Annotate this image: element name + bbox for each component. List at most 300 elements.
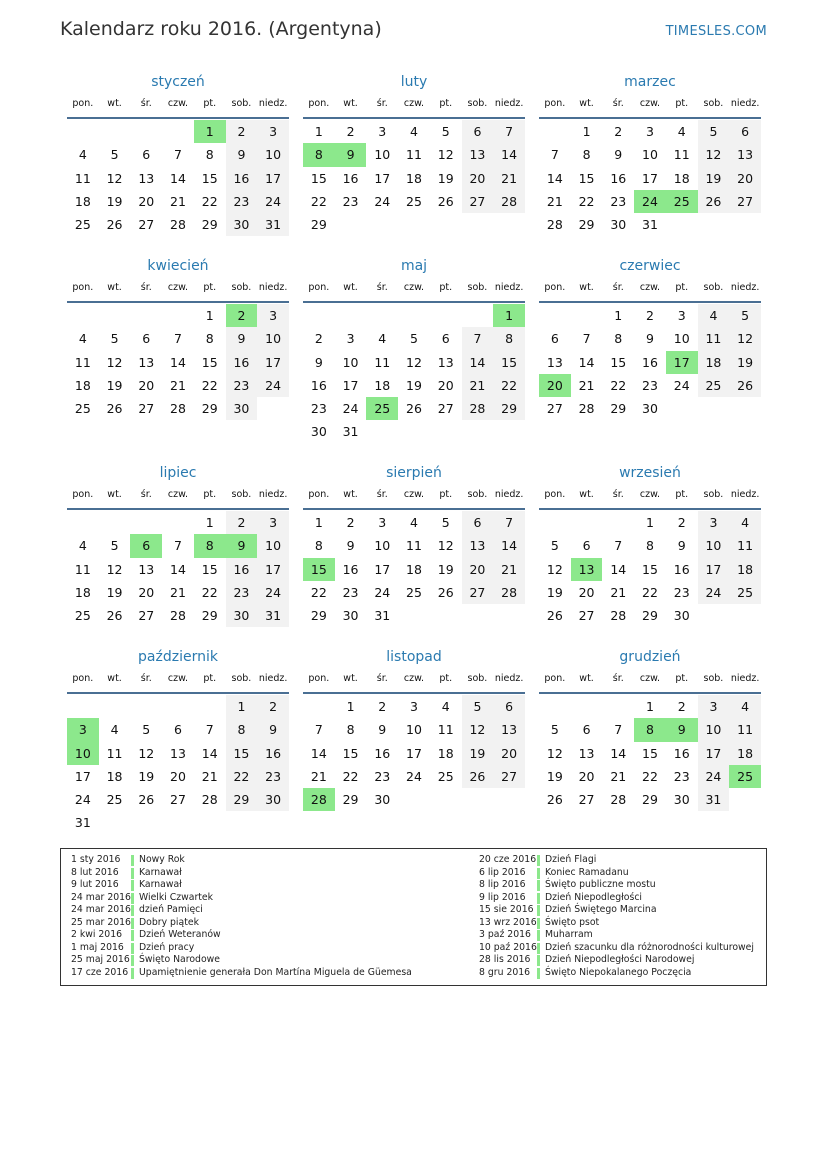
day-cell: 17 (406, 745, 422, 761)
holiday-name: Dzień Niepodległości Narodowej (545, 954, 695, 965)
day-cell: 4 (729, 511, 761, 534)
holiday-name: Dzień Flagi (545, 854, 597, 865)
day-cell: 21 (462, 374, 494, 397)
holiday-day-cell: 17 (666, 351, 698, 374)
day-cell: 6 (462, 120, 494, 143)
holiday-date: 8 lut 2016 (71, 866, 119, 878)
day-cell: 26 (729, 374, 761, 397)
day-cell: 5 (462, 695, 494, 718)
holiday-name: Święto publiczne mostu (545, 879, 656, 890)
day-cell: 17 (257, 167, 289, 190)
weekday-label: pon. (544, 489, 566, 500)
day-cell: 27 (462, 581, 494, 604)
day-cell: 13 (546, 354, 563, 370)
empty-cell (335, 304, 367, 327)
day-cell: 24 (698, 765, 730, 788)
empty-cell (539, 304, 571, 327)
day-cell: 2 (346, 124, 355, 139)
weekday-label: niedz. (258, 282, 288, 293)
day-cell: 6 (550, 331, 559, 347)
weekday-label: czw. (167, 673, 189, 684)
day-cell: 28 (578, 401, 595, 417)
weekday-label: sob. (231, 282, 252, 293)
holiday-marker (131, 893, 134, 904)
holiday-date: 17 cze 2016 (71, 966, 129, 978)
holiday-name: Koniec Ramadanu (545, 866, 629, 878)
weekday-label: pon. (544, 282, 566, 293)
day-grid (303, 511, 525, 627)
holiday-marker (131, 868, 134, 879)
day-cell: 11 (74, 354, 91, 370)
day-cell: 8 (493, 327, 525, 350)
day-cell: 30 (610, 217, 627, 233)
weekday-label: czw. (403, 489, 425, 500)
empty-cell (99, 511, 131, 534)
day-cell: 15 (201, 170, 218, 186)
holiday-day-cell: 25 (366, 397, 398, 420)
day-cell: 10 (342, 354, 359, 370)
weekday-label: pt. (439, 282, 453, 293)
day-cell: 14 (170, 561, 186, 577)
day-cell: 19 (729, 351, 761, 374)
day-cell: 30 (673, 608, 690, 624)
holiday-day-cell: 25 (729, 765, 761, 788)
day-cell: 14 (170, 170, 186, 186)
day-cell: 9 (314, 354, 323, 370)
day-cell: 1 (582, 124, 591, 139)
weekday-header (67, 97, 289, 119)
month-name: luty (400, 74, 428, 90)
day-grid (303, 695, 525, 811)
day-cell: 27 (493, 765, 525, 788)
day-cell: 29 (578, 217, 595, 233)
day-cell: 30 (226, 213, 258, 236)
empty-cell (162, 304, 194, 327)
empty-cell (571, 695, 603, 718)
weekday-label: śr. (140, 673, 152, 684)
day-cell: 11 (74, 170, 91, 186)
day-cell: 3 (410, 699, 418, 714)
holiday-date: 15 sie 2016 (479, 904, 534, 915)
day-cell: 20 (138, 377, 155, 393)
day-cell: 29 (642, 792, 658, 808)
day-cell: 7 (462, 327, 494, 350)
holiday-name: Karnawał (139, 866, 182, 878)
day-cell: 29 (201, 608, 218, 624)
day-cell: 3 (698, 695, 730, 718)
day-cell: 24 (406, 768, 422, 784)
weekday-label: sob. (467, 282, 488, 293)
day-cell: 28 (610, 608, 627, 624)
day-cell: 27 (138, 608, 155, 624)
weekday-label: śr. (612, 282, 624, 293)
day-cell: 26 (106, 401, 123, 417)
weekday-label: niedz. (258, 98, 288, 109)
day-cell: 23 (257, 765, 289, 788)
day-cell: 11 (437, 722, 454, 738)
day-cell: 24 (342, 401, 359, 417)
day-grid (303, 120, 525, 236)
day-cell: 14 (310, 745, 327, 761)
day-cell: 29 (226, 788, 258, 811)
day-cell: 26 (546, 792, 563, 808)
day-cell: 15 (642, 561, 658, 577)
empty-cell (130, 511, 162, 534)
day-grid (67, 695, 289, 835)
day-cell: 28 (493, 190, 525, 213)
day-cell: 18 (673, 170, 690, 186)
empty-cell (99, 304, 131, 327)
month-block (539, 257, 761, 420)
empty-cell (194, 695, 226, 718)
weekday-label: niedz. (730, 673, 760, 684)
day-cell: 19 (138, 768, 155, 784)
holiday-day-cell: 2 (226, 304, 258, 327)
brand-logo-text[interactable]: TIMESLES.COM (665, 24, 767, 39)
holiday-day-cell: 8 (303, 143, 335, 166)
holiday-day-cell: 28 (303, 788, 335, 811)
day-cell: 28 (170, 401, 186, 417)
day-cell: 19 (462, 742, 494, 765)
day-cell: 26 (406, 401, 422, 417)
holiday-date: 28 lis 2016 (479, 954, 531, 965)
day-cell: 25 (74, 217, 91, 233)
holiday-day-cell: 1 (194, 120, 226, 143)
holiday-date: 1 maj 2016 (71, 941, 124, 953)
day-cell: 17 (698, 742, 730, 765)
weekday-label: sob. (703, 282, 724, 293)
weekday-label: pt. (203, 489, 217, 500)
day-cell: 3 (677, 308, 686, 323)
day-cell: 15 (342, 745, 359, 761)
day-cell: 21 (310, 768, 327, 784)
day-cell: 30 (310, 424, 327, 440)
holiday-date: 9 lip 2016 (479, 891, 526, 903)
day-cell: 6 (142, 331, 151, 347)
day-cell: 10 (698, 534, 730, 557)
day-cell: 6 (462, 511, 494, 534)
empty-cell (539, 511, 571, 534)
day-cell: 29 (610, 401, 627, 417)
day-cell: 12 (106, 561, 123, 577)
day-cell: 31 (374, 608, 391, 624)
day-cell: 25 (106, 792, 123, 808)
empty-cell (602, 695, 634, 718)
day-cell: 7 (614, 538, 623, 554)
day-cell: 29 (201, 217, 218, 233)
holiday-day-cell: 24 (634, 190, 666, 213)
day-cell: 4 (729, 695, 761, 718)
weekday-label: pon. (544, 98, 566, 109)
holiday-date: 1 sty 2016 (71, 854, 121, 865)
day-cell: 1 (346, 699, 355, 714)
month-name: maj (400, 258, 428, 274)
day-cell: 7 (550, 147, 559, 163)
day-cell: 27 (462, 190, 494, 213)
day-cell: 23 (342, 584, 359, 600)
day-cell: 13 (578, 745, 595, 761)
day-cell: 24 (74, 792, 91, 808)
day-cell: 10 (698, 718, 730, 741)
day-cell: 8 (205, 147, 214, 163)
day-cell: 11 (698, 327, 730, 350)
day-cell: 31 (257, 213, 289, 236)
day-cell: 30 (257, 788, 289, 811)
day-cell: 2 (646, 308, 654, 323)
weekday-label: niedz. (258, 489, 288, 500)
day-cell: 17 (257, 351, 289, 374)
day-cell: 22 (201, 584, 218, 600)
day-cell: 11 (374, 354, 391, 370)
holiday-marker (537, 943, 540, 954)
day-cell: 2 (614, 124, 623, 139)
holiday-name: Święto Niepokalanego Poczęcia (545, 966, 692, 978)
weekday-label: śr. (376, 282, 388, 293)
holiday-day-cell: 9 (335, 143, 367, 166)
weekday-label: pt. (203, 673, 217, 684)
empty-cell (303, 695, 335, 718)
day-cell: 1 (226, 695, 258, 718)
day-cell: 21 (546, 193, 563, 209)
day-cell: 9 (646, 331, 654, 347)
day-cell: 6 (582, 722, 591, 738)
day-cell: 28 (462, 397, 494, 420)
page-title: Kalendarz roku 2016. (Argentyna) (60, 18, 382, 40)
day-cell: 4 (441, 699, 450, 714)
holiday-name: Święto Narodowe (139, 954, 220, 965)
day-cell: 28 (201, 792, 218, 808)
day-cell: 3 (346, 331, 355, 347)
holiday-date: 13 wrz 2016 (479, 916, 537, 928)
day-grid (67, 304, 289, 420)
day-cell: 16 (673, 561, 690, 577)
holiday-marker (537, 955, 540, 966)
holiday-marker (537, 880, 540, 891)
day-cell: 27 (170, 792, 186, 808)
weekday-label: wt. (579, 98, 594, 109)
day-cell: 27 (138, 401, 155, 417)
weekday-label: pt. (439, 98, 453, 109)
day-cell: 31 (642, 217, 658, 233)
day-cell: 22 (642, 768, 658, 784)
weekday-label: pon. (72, 489, 94, 500)
holiday-name: Karnawał (139, 879, 182, 890)
day-cell: 20 (138, 193, 155, 209)
day-cell: 14 (493, 143, 525, 166)
weekday-label: sob. (703, 489, 724, 500)
holiday-marker (537, 893, 540, 904)
day-cell: 19 (437, 170, 454, 186)
weekday-label: pt. (439, 489, 453, 500)
empty-cell (398, 304, 430, 327)
weekday-header (67, 488, 289, 510)
day-cell: 18 (74, 377, 91, 393)
empty-cell (67, 304, 99, 327)
day-grid (67, 120, 289, 236)
holiday-day-cell: 15 (303, 558, 335, 581)
weekday-label: sob. (231, 489, 252, 500)
day-cell: 12 (437, 147, 454, 163)
holiday-list (60, 848, 767, 986)
day-cell: 17 (257, 558, 289, 581)
weekday-label: czw. (639, 489, 661, 500)
day-cell: 9 (378, 722, 387, 738)
day-cell: 29 (642, 608, 658, 624)
day-cell: 2 (226, 511, 258, 534)
day-cell: 4 (410, 124, 418, 139)
day-cell: 19 (106, 584, 123, 600)
holiday-day-cell: 10 (67, 742, 99, 765)
day-cell: 29 (310, 217, 327, 233)
holiday-date: 3 paź 2016 (479, 929, 531, 940)
day-cell: 15 (201, 561, 218, 577)
day-cell: 16 (610, 170, 627, 186)
holiday-day-cell: 9 (666, 718, 698, 741)
day-cell: 11 (406, 538, 422, 554)
weekday-header (539, 281, 761, 303)
day-cell: 31 (342, 424, 359, 440)
day-cell: 28 (546, 217, 563, 233)
day-cell: 5 (550, 722, 559, 738)
holiday-day-cell: 8 (194, 534, 226, 557)
empty-cell (366, 304, 398, 327)
day-cell: 10 (257, 327, 289, 350)
holiday-date: 9 lut 2016 (71, 879, 119, 890)
day-cell: 20 (729, 167, 761, 190)
day-cell: 21 (170, 584, 186, 600)
day-cell: 19 (546, 768, 563, 784)
holiday-date: 20 cze 2016 (479, 854, 537, 865)
day-cell: 2 (257, 695, 289, 718)
weekday-label: wt. (107, 282, 122, 293)
day-grid (67, 511, 289, 627)
holiday-marker (131, 943, 134, 954)
day-cell: 21 (201, 768, 218, 784)
day-cell: 24 (257, 581, 289, 604)
day-cell: 5 (441, 515, 450, 530)
day-cell: 1 (646, 699, 654, 714)
weekday-label: pt. (439, 673, 453, 684)
weekday-label: sob. (703, 673, 724, 684)
day-cell: 17 (642, 170, 658, 186)
month-block (539, 464, 761, 627)
day-cell: 25 (698, 374, 730, 397)
day-cell: 2 (378, 699, 387, 714)
day-cell: 7 (493, 511, 525, 534)
day-cell: 24 (673, 377, 690, 393)
day-cell: 1 (314, 124, 323, 139)
empty-cell (99, 695, 131, 718)
day-cell: 27 (578, 792, 595, 808)
holiday-marker (131, 968, 134, 979)
weekday-label: pon. (72, 282, 94, 293)
day-cell: 8 (205, 331, 214, 347)
day-cell: 7 (174, 147, 182, 163)
day-cell: 5 (729, 304, 761, 327)
weekday-label: niedz. (730, 489, 760, 500)
holiday-marker (131, 930, 134, 941)
day-cell: 2 (677, 515, 686, 530)
weekday-label: śr. (140, 282, 152, 293)
month-block (303, 464, 525, 627)
day-cell: 21 (170, 377, 186, 393)
day-cell: 30 (226, 604, 258, 627)
day-cell: 23 (673, 584, 690, 600)
day-cell: 17 (698, 558, 730, 581)
weekday-label: wt. (343, 98, 358, 109)
day-cell: 23 (226, 190, 258, 213)
day-cell: 22 (201, 193, 218, 209)
day-cell: 3 (698, 511, 730, 534)
day-cell: 4 (78, 147, 87, 163)
weekday-label: sob. (231, 673, 252, 684)
day-cell: 7 (205, 722, 214, 738)
day-cell: 1 (646, 515, 654, 530)
day-cell: 17 (74, 768, 91, 784)
day-cell: 16 (642, 354, 658, 370)
day-cell: 13 (493, 718, 525, 741)
day-cell: 19 (546, 584, 563, 600)
holiday-date: 25 maj 2016 (71, 954, 130, 965)
day-cell: 14 (170, 354, 186, 370)
day-cell: 25 (406, 584, 422, 600)
day-cell: 3 (378, 515, 387, 530)
holiday-day-cell: 25 (666, 190, 698, 213)
month-name: wrzesień (619, 465, 681, 481)
day-cell: 28 (493, 581, 525, 604)
weekday-label: śr. (376, 98, 388, 109)
weekday-label: śr. (612, 673, 624, 684)
holiday-name: Dzień pracy (139, 941, 195, 953)
day-cell: 30 (374, 792, 391, 808)
holiday-marker (537, 968, 540, 979)
day-cell: 12 (698, 143, 730, 166)
day-cell: 15 (578, 170, 595, 186)
holiday-marker (131, 918, 134, 929)
month-block (67, 257, 289, 420)
holiday-date: 10 paź 2016 (479, 941, 537, 953)
day-cell: 7 (174, 331, 182, 347)
day-cell: 26 (546, 608, 563, 624)
holiday-date: 24 mar 2016 (71, 904, 131, 915)
month-block (303, 648, 525, 811)
weekday-label: sob. (467, 673, 488, 684)
weekday-label: pt. (675, 282, 689, 293)
day-cell: 21 (578, 377, 595, 393)
month-name: kwiecień (147, 258, 209, 274)
month-block (67, 464, 289, 627)
day-cell: 18 (374, 377, 391, 393)
day-cell: 16 (342, 170, 359, 186)
day-cell: 25 (729, 581, 761, 604)
weekday-label: sob. (231, 98, 252, 109)
weekday-label: sob. (703, 98, 724, 109)
empty-cell (67, 695, 99, 718)
day-cell: 21 (610, 768, 627, 784)
month-name: styczeń (151, 74, 205, 90)
day-cell: 23 (310, 401, 327, 417)
holiday-day-cell: 1 (493, 304, 525, 327)
day-cell: 5 (142, 722, 151, 738)
day-cell: 6 (142, 147, 151, 163)
empty-cell (67, 511, 99, 534)
day-grid (303, 304, 525, 444)
holiday-marker (131, 955, 134, 966)
day-cell: 5 (110, 147, 119, 163)
day-cell: 16 (226, 558, 258, 581)
day-cell: 24 (257, 374, 289, 397)
day-cell: 22 (310, 584, 327, 600)
